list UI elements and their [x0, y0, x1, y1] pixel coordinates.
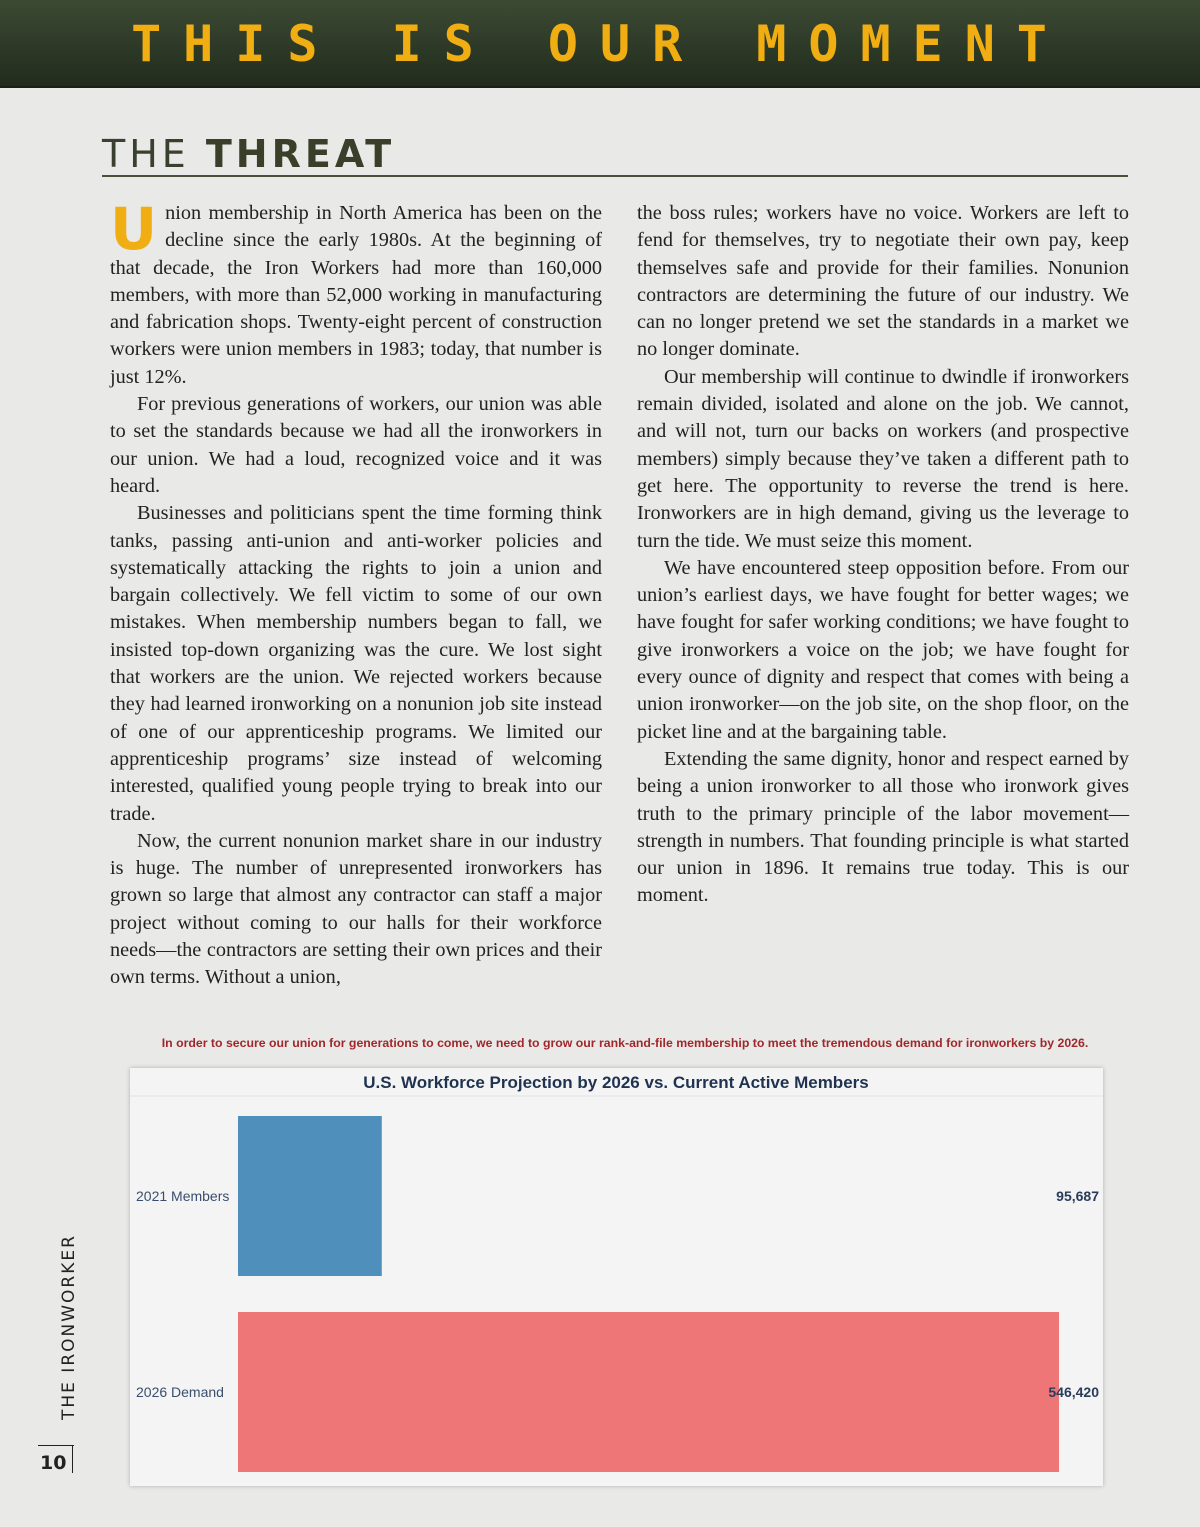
paragraph: Extending the same dignity, honor and respect earned by being a union ironworker to all those who ironwork gives truth to the primary principle of the labor movement—strength in numbers. That founding principle is what started our union in 1896. It remains true today. This is our moment.: [637, 747, 1129, 907]
bar-chart: [130, 1068, 1103, 1486]
paragraph: Our membership will continue to dwindle if ironworkers remain divided, isolated and alone on the job. We cannot, and will not, turn our backs on workers (and prospective members) simply because they’ve taken a different path to get here. The opportunity to reverse the trend is here. Ironworkers are in high demand, giving us the leverage to turn the tide. We must seize this moment.: [637, 365, 1129, 552]
article-left-column: [110, 195, 602, 992]
banner-title: THIS IS OUR MOMENT: [131, 15, 1069, 73]
publication-name-vertical: [34, 1234, 84, 1420]
value-label: 546,420: [1048, 1384, 1099, 1400]
value-label: 95,687: [1056, 1188, 1099, 1204]
paragraph: the boss rules; workers have no voice. Workers are left to fend for themselves, try to negotiate their own pay, keep themselves safe and provide for their families. Nonunion contractors are determining the future of our industry. We can no longer pretend we set the standards in a market we no longer dominate.: [637, 202, 1129, 361]
chart-title: U.S. Workforce Projection by 2026 vs. Current Active Members: [363, 1073, 869, 1092]
dropcap: U: [110, 195, 158, 263]
bar-2026-demand: [238, 1312, 1059, 1472]
paragraph: For previous generations of workers, our union was able to set the standards because we had all the ironworkers in our union. We had a loud, recognized voice and it was heard.: [110, 393, 602, 497]
chart-container: [130, 1068, 1103, 1486]
category-label: 2021 Members: [136, 1188, 230, 1204]
page-number: 10: [40, 1452, 67, 1474]
page-number-vrule: [72, 1445, 73, 1473]
section-title-bold: THREAT: [205, 132, 396, 176]
paragraph: Businesses and politicians spent the time forming think tanks, passing anti-union and anti-worker policies and systematically attacking the rights to join a union and bargain collectively. We fell victim to some of our own mistakes. When membership numbers began to fall, we insisted top-down organizing was the cure. We lost sight that workers are the union. We rejected workers because they had learned ironworking on a nonunion job site instead of one of our apprenticeship programs. We limited our apprenticeship programs’ size instead of welcoming interested, qualified young people trying to break into our trade.: [110, 502, 602, 825]
section-title: [102, 132, 395, 176]
publication-name: THE IRONWORKER: [59, 1234, 79, 1420]
section-title-light: THE: [102, 132, 190, 176]
chart-caption: In order to secure our union for generations to come, we need to grow our rank-and-file membership to meet the tremendous demand for ironworkers by 2026.: [161, 1036, 1089, 1050]
paragraph: Union membership in North America has been on the decline since the early 1980s. At the beginning of that decade, the Iron Workers had more than 160,000 members, with more than 52,000 working in manufacturing and fabrication shops. Twenty-eight percent of construction workers were union members in 1983; today, that number is just 12%.: [110, 195, 602, 388]
article-right-column: [637, 200, 1129, 910]
title-divider: [102, 175, 1128, 177]
header-banner: [0, 0, 1200, 88]
paragraph: We have encountered steep opposition before. From our union’s earliest days, we have fought for better wages; we have fought for safer working conditions; we have fought to give ironworkers a voice on the job; we have fought for every ounce of dignity and respect that comes with being a union ironworker—on the job site, on the shop floor, on the picket line and at the bargaining table.: [637, 556, 1129, 743]
page-number-rule: [38, 1445, 74, 1446]
bar-2021-members: [238, 1116, 382, 1276]
paragraph: Now, the current nonunion market share in our industry is huge. The number of unrepresented ironworkers has grown so large that almost any contractor can staff a major project without coming to our halls for their workforce needs—the contractors are setting their own prices and their own terms. Without a union,: [110, 829, 602, 989]
category-label: 2026 Demand: [136, 1384, 224, 1400]
